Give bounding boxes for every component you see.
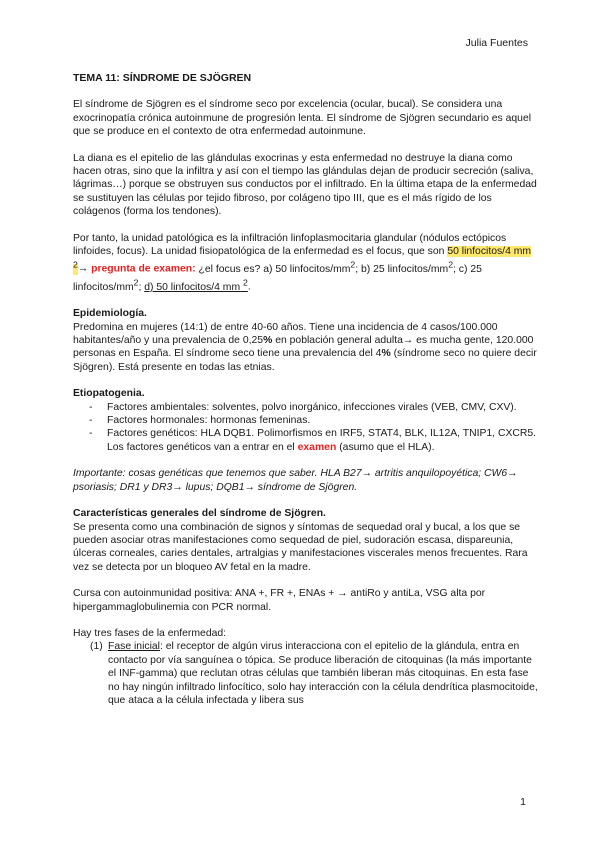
etiopatogenia-list (73, 401, 539, 455)
phase-label: Fase inicial (108, 641, 160, 653)
arrow: → (77, 263, 92, 275)
unidad-text: Por tanto, la unidad patológica es la infiltración linfoplasmocitaria glandular (nódulos ectópicos linfoides, focus). La unidad fisiopatológica de la enfermedad es el focus, que son (73, 232, 507, 258)
autoinmunidad-paragraph: Cursa con autoinmunidad positiva: ANA +, FR +, ENAs + → antiRo y antiLa, VSG alta por hipergammaglobulinemia con PCR normal. (73, 588, 486, 613)
question-text: ¿el focus es? a) 50 linfocitos/$mm^2$; b) 25 linfocitos/$mm^2$; c) 25 linfocitos/$mm^2$; (73, 259, 482, 293)
document-title: TEMA 11: SÍNDROME DE SJÖGREN (73, 72, 252, 84)
list-item: - Factores ambientales: solventes, polvo inorgánico, infecciones virales (VEB, CMV, CXV). (89, 401, 539, 414)
list-item: - Factores hormonales: hormonas femeninas. (89, 414, 539, 427)
epidemiologia-heading: Epidemiología. (73, 308, 147, 320)
caracteristicas-heading: Características generales del síndrome de Sjögren. (73, 508, 326, 520)
author-name: Julia Fuentes (465, 37, 528, 49)
focus-definition-highlight: 50 linfocitos/4 mm $^2$ (73, 246, 531, 275)
list-item: - Factores genéticos: HLA DQB1. Polimorfismos en IRF5, STAT4, BLK, IL12A, TNIP1, CXCR5. Los factores genéticos van a entrar en el examen (asumo que el HLA). (89, 427, 539, 454)
exam-highlight: examen (297, 441, 337, 453)
diana-paragraph: La diana es el epitelio de las glándulas exocrinas y esta enfermedad no destruye la diana como hacen otras, sino que la infiltra y así con el tiempo las glándulas dejan de producir secreción (saliva, lágrimas…) porque se obstruyen sus conductos por el infiltrado. En la última etapa de la enfermedad se sustituyen las células por tejido fibroso, por colágeno tipo III, que es el más rígido de los colágenos (forma los tendones). (73, 152, 537, 218)
etiopatogenia-heading: Etiopatogenia. (73, 388, 145, 400)
fases-intro: Hay tres fases de la enfermedad: (73, 627, 227, 639)
correct-answer: d) 50 linfocitos/4 mm $^2$ (144, 277, 248, 293)
importante-note: Importante: cosas genéticas que tenemos que saber. HLA B27→ artritis anquilopoyética; CW6→ psoriasis; DR1 y DR3→ lupus; DQB1→ síndrome de Sjögren. (73, 468, 518, 493)
document-body (73, 72, 539, 707)
intro-paragraph: El síndrome de Sjögren es el síndrome seco por excelencia (ocular, bucal). Se considera una exocrinopatía crónica autoinmune de progresión lenta. El síndrome de Sjögren secundario es aquel que se produce en el contexto de otra enfermedad autoinmune. (73, 99, 532, 138)
phase-number: (1) (90, 641, 103, 653)
unidad-paragraph: Por tanto, la unidad patológica es la infiltración linfoplasmocitaria glandular (nódulos ectópicos linfoides, focus). La unidad fisiopatológica de la enfermedad es el focus, que son 50 linfocitos/4 mm $^2$→ pregunta de examen: ¿el focus es? a) 50 linfocitos/$mm^2$; b) 25 linfocitos/$mm^2$; c) 25 linfocitos/$mm^2$; d) 50 linfocitos/4 mm $^2$. (73, 232, 532, 293)
fases-list (73, 640, 539, 707)
page-number: 1 (520, 796, 526, 808)
exam-question-label: pregunta de examen: (91, 263, 196, 275)
list-item: (1) Fase inicial: el receptor de algún virus interacciona con el epitelio de la glándula, entra en contacto por vía sanguínea o tópica. Se produce liberación de citoquinas (la más importante el INF-gamma) que reclutan otras células que también liberan más citoquinas. En esta fase no hay ningún infiltrado linfocítico, solo hay interacción con la célula dendrítica plasmocitoide, que ataca a la célula infectada y libera sus (90, 641, 538, 706)
caracteristicas-paragraph: Se presenta como una combinación de signos y síntomas de sequedad oral y bucal, a los que se pueden asociar otras manifestaciones como sequedad de piel, sudoración escasa, dispareunia, úlceras corneales, caries dentales, artralgias y manifestaciones viscerales menos frecuentes. Rara vez se detecta por un bloqueo AV fetal en la madre. (73, 521, 528, 573)
epidemiologia-paragraph: Predomina en mujeres (14:1) de entre 40-60 años. Tiene una incidencia de 4 casos/100.000 habitantes/año y una prevalencia de 0,25% en población general adulta→ es mucha gente, 120.000 personas en España. El síndrome seco tiene una prevalencia del 4% (síndrome seco no quiere decir Sjögren). Está presente en todas las etnias. (73, 321, 537, 373)
